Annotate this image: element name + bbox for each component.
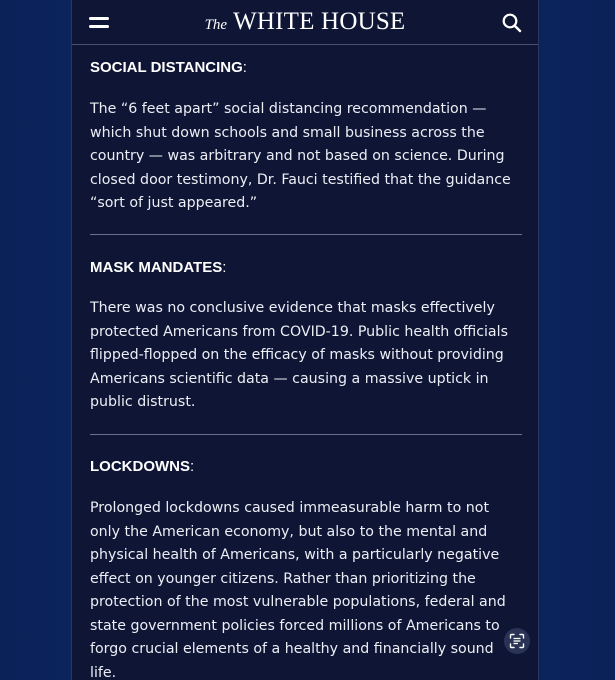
section-title-colon: : [222, 259, 227, 276]
site-logo[interactable] [72, 8, 538, 36]
text-scan-button[interactable] [504, 628, 530, 654]
section-title-lockdowns [90, 458, 194, 475]
section-title-text: SOCIAL DISTANCING [90, 59, 243, 76]
article-panel [71, 0, 539, 680]
section-divider [90, 434, 522, 435]
section-divider [90, 234, 522, 235]
section-body-lockdowns: Prolonged lockdowns caused immeasurable harm to not only the American economy, but also to the mental and physical health of Americans, with a particularly negative effect on younger citizens. Rather than prioritizing the protection of the most vulnerable populations, federal and state government policies forced millions of Americans to forgo crucial elements of a healthy and financially sound life. [90, 500, 506, 680]
section-title-text: MASK MANDATES [90, 259, 223, 276]
site-header [72, 0, 538, 45]
section-title-mask-mandates [90, 259, 226, 276]
logo-name: WHITE HOUSE [233, 8, 406, 35]
section-title-colon: : [242, 59, 247, 76]
section-title-social-distancing [90, 59, 247, 76]
logo-prefix: The [204, 17, 228, 33]
search-icon[interactable] [502, 13, 522, 33]
section-title-text: LOCKDOWNS [90, 458, 190, 475]
section-body-social-distancing: The “6 feet apart” social distancing recommendation — which shut down schools and small business across the country — was arbitrary and not based on science. During closed door testimony, Dr. Fauci testified that the guidance “sort of just appeared.” [90, 101, 511, 211]
text-scan-icon [509, 633, 525, 649]
section-title-colon: : [190, 458, 195, 475]
section-body-mask-mandates: There was no conclusive evidence that masks effectively protected Americans from COVID-19. Public health officials flipped-flopped on the efficacy of masks without providing Americans scientific data — causing a massive uptick in public distrust. [90, 300, 508, 410]
